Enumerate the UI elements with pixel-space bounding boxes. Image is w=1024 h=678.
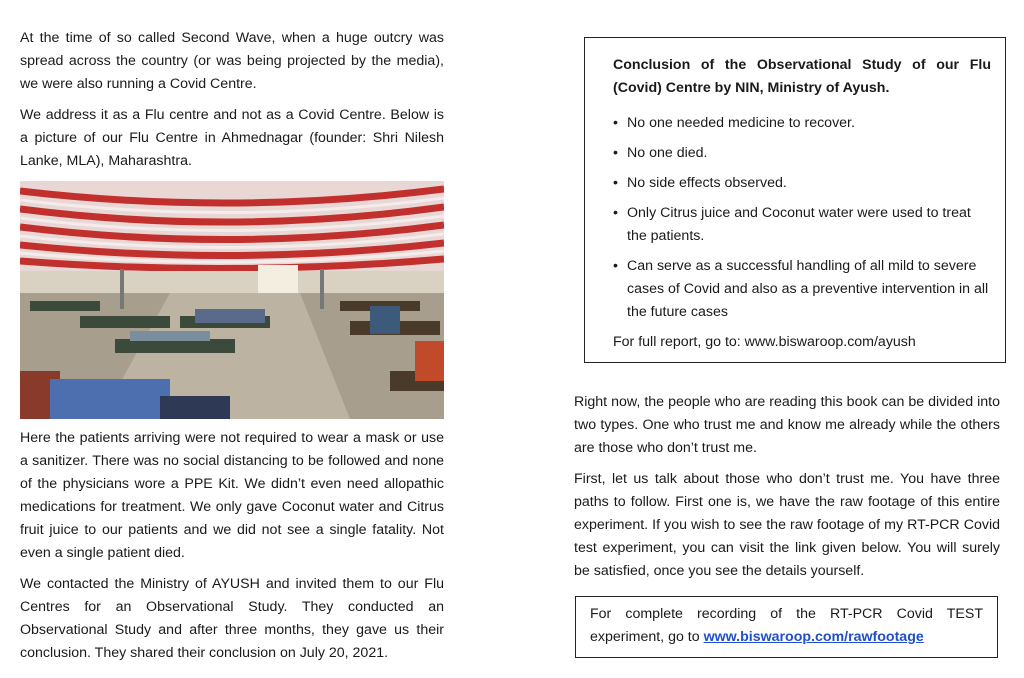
list-item: • No one died. [613,142,991,165]
readers-paragraph: Right now, the people who are reading this book can be divided into two types. One who trust me and know me already while the others are those who don’t trust me. [574,394,1000,456]
recording-text: For complete recording of the RT-PCR Covid TEST experiment, go to [590,606,983,645]
conclusion-heading: Conclusion of the Observational Study of our Flu (Covid) Centre by NIN, Ministry of Ayush. [613,57,991,96]
bullet-icon: • [613,205,618,221]
conclusion-box [584,37,1006,363]
full-report-text: For full report, go to: www.biswaroop.com/ayush [613,334,916,350]
list-item: • No side effects observed. [613,172,991,195]
right-column [574,391,1000,591]
left-column [20,27,444,673]
bullet-icon: • [613,258,618,274]
list-item: • No one needed medicine to recover. [613,112,991,135]
patients-paragraph: Here the patients arriving were not required to wear a mask or use a sanitizer. There was no social distancing to be followed and none of the physicians wore a PPE Kit. We didn’t even need allopathic medications for treatment. We only gave Coconut water and Citrus fruit juice to our patients and we did not see a single fatality. Not even a single patient died. [20,430,444,561]
paths-paragraph: First, let us talk about those who don’t trust me. You have three paths to follow. First one is, we have the raw footage of this entire experiment. If you wish to see the raw footage of my RT-PCR Covid test experiment, you can visit the link given below. You will surely be satisfied, once you see the details yourself. [574,471,1000,579]
bullet-icon: • [613,145,618,161]
list-item: • Can serve as a successful handling of all mild to severe cases of Covid and also as a preventive intervention in all the future cases [613,255,991,324]
flu-centre-paragraph: We address it as a Flu centre and not as a Covid Centre. Below is a picture of our Flu Centre in Ahmednagar (founder: Shri Nilesh Lanke, MLA), Maharashtra. [20,107,444,169]
bullet-icon: • [613,175,618,191]
intro-paragraph: At the time of so called Second Wave, when a huge outcry was spread across the country (or was being projected by the media), we were also running a Covid Centre. [20,30,444,92]
bullet-icon: • [613,115,618,131]
ayush-paragraph: We contacted the Ministry of AYUSH and invited them to our Flu Centres for an Observational Study. They conducted an Observational Study and after three months, they gave us their conclusion. They shared their conclusion on July 20, 2021. [20,576,444,661]
recording-box [575,596,998,658]
flu-centre-photo [20,181,444,419]
list-item: • Only Citrus juice and Coconut water were used to treat the patients. [613,202,991,248]
conclusion-list [613,112,991,324]
rawfootage-link[interactable]: www.biswaroop.com/rawfootage [703,629,924,645]
